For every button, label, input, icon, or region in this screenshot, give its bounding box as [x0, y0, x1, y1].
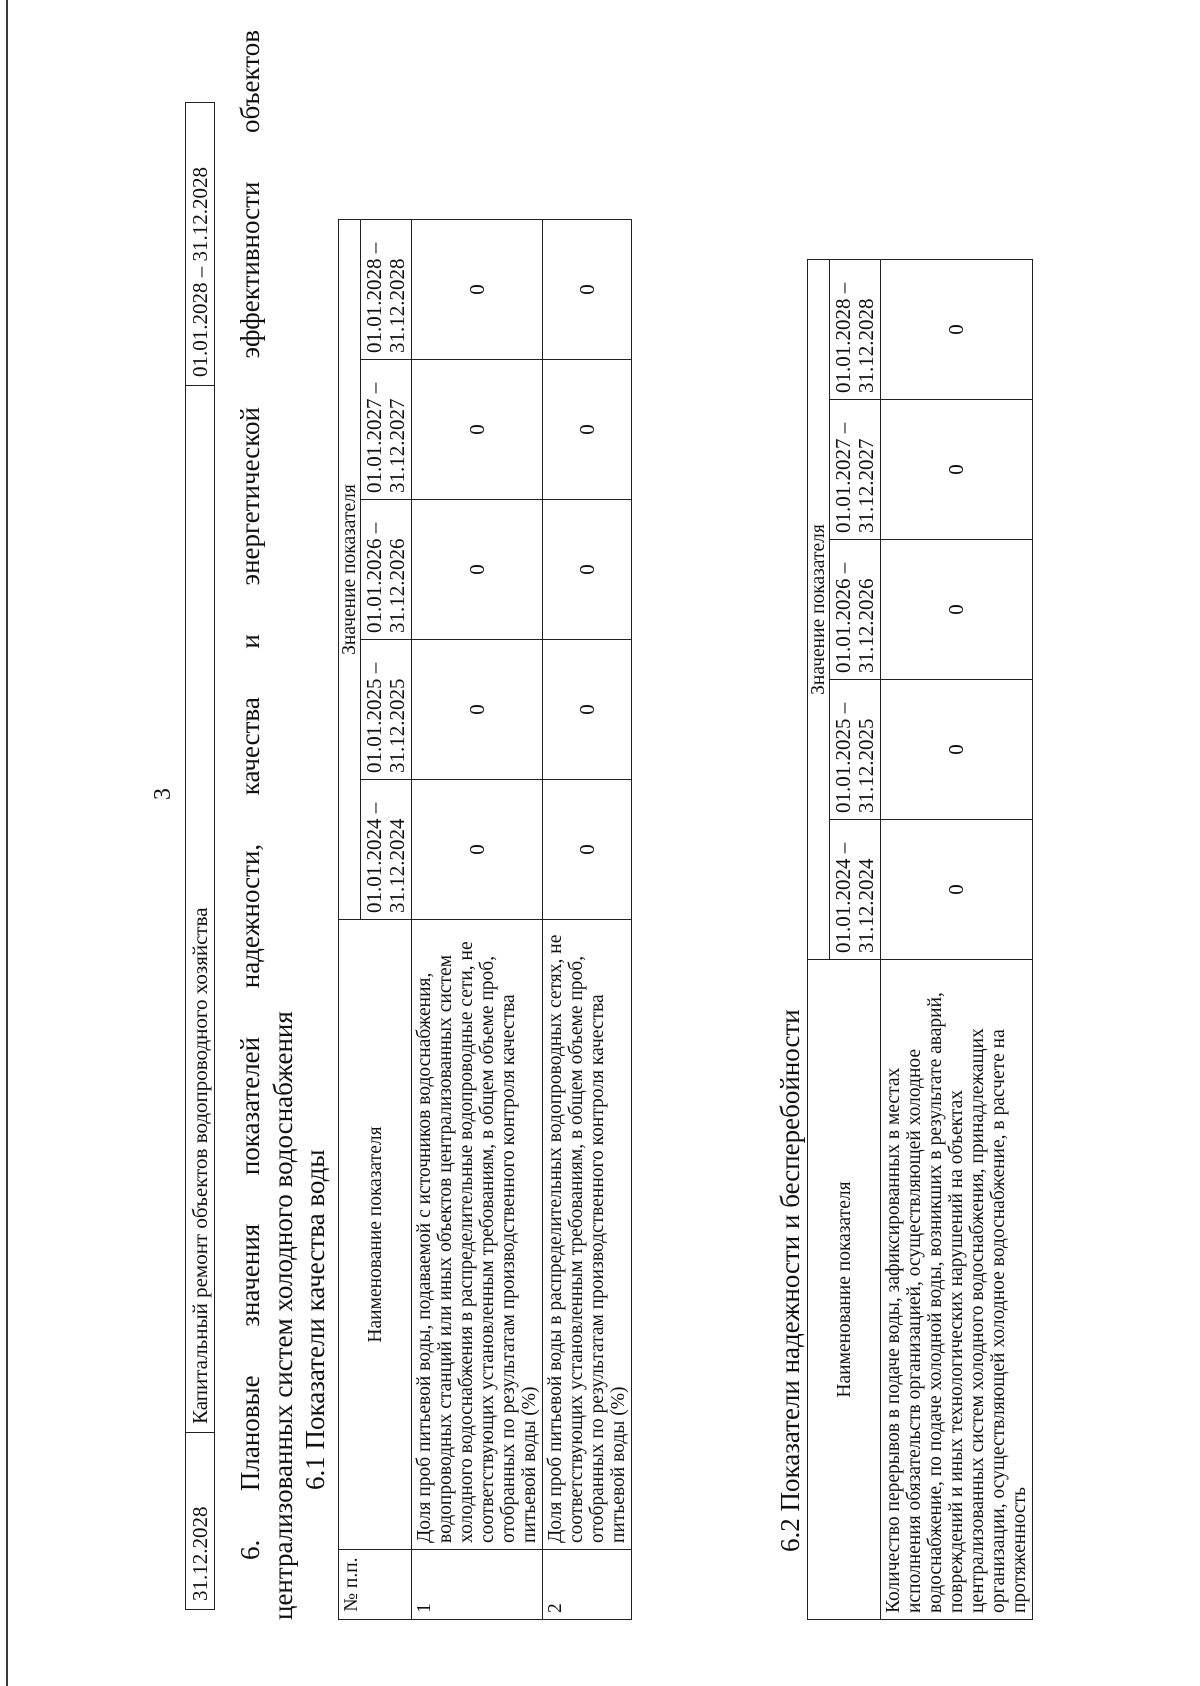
row-value: 0 — [412, 780, 543, 920]
row-value: 0 — [543, 780, 632, 920]
header-period: 01.01.2027 – 31.12.2027 — [830, 400, 881, 540]
row-num: 2 — [543, 1550, 632, 1620]
row-name: Количество перерывов в подаче воды, зафиксированных в местах исполнения обязательств организацией, осуществляющей холодное водоснабжение, по подаче холодной воды, возникших в результате аварий, повреждений и иных технологических нарушений на объектах централизованных систем холодного водоснабжения, принадлежащих организации, осуществляющей холодное водоснабжение, в расчете на протяженность — [881, 960, 1033, 1620]
header-value-group: Значение показателя — [808, 260, 830, 960]
header-period: 01.01.2025 – 31.12.2025 — [830, 680, 881, 820]
header-name: Наименование показателя — [339, 920, 412, 1550]
header-period: 01.01.2024 – 31.12.2024 — [830, 820, 881, 960]
top-table-period: 01.01.2028 – 31.12.2028 — [186, 103, 215, 386]
row-value: 0 — [881, 400, 1033, 540]
header-period: 01.01.2026 – 31.12.2026 — [361, 500, 412, 640]
row-name: Доля проб питьевой воды, подаваемой с источников водоснабжения, водопроводных станций или иных объектов централизованных систем холодного водоснабжения в распределительные водопроводные сети, не соответствующих установленным требованиям, в общем объеме проб, отобранных по результатам производственного контроля качества питьевой воды (%) — [412, 920, 543, 1550]
row-name: Доля проб питьевой воды в распределительных водопроводных сетях, не соответствующих установленным требованиям, в общем объеме проб, отобранных по результатам производственного контроля качества питьевой воды (%) — [543, 920, 632, 1550]
page-left-border — [6, 0, 8, 1686]
table-row — [186, 103, 215, 1610]
header-period: 01.01.2024 – 31.12.2024 — [361, 780, 412, 920]
header-period: 01.01.2026 – 31.12.2026 — [830, 540, 881, 680]
header-value-group: Значение показателя — [339, 220, 361, 920]
row-value: 0 — [543, 500, 632, 640]
row-value: 0 — [881, 260, 1033, 400]
table-header-row — [808, 260, 830, 1620]
section-6-heading: 6. Плановые значения показателей надежности, качества и энергетической эффективности объектов — [235, 30, 265, 1560]
row-value: 0 — [881, 540, 1033, 680]
section-61-heading: 6.1 Показатели качества воды — [300, 1149, 330, 1490]
row-value: 0 — [412, 220, 543, 360]
row-num: 1 — [412, 1550, 543, 1620]
header-period: 01.01.2028 – 31.12.2028 — [830, 260, 881, 400]
top-table — [185, 102, 215, 1610]
row-value: 0 — [543, 220, 632, 360]
section-62-heading: 6.2 Показатели надежности и бесперебойности — [775, 1009, 805, 1552]
top-table-date-end: 31.12.2028 — [186, 1433, 215, 1610]
reliability-table — [807, 259, 1033, 1620]
section-6-heading-cont: централизованных систем холодного водоснабжения — [268, 1011, 298, 1620]
row-value: 0 — [412, 640, 543, 780]
header-period: 01.01.2028 – 31.12.2028 — [361, 220, 412, 360]
row-value: 0 — [412, 360, 543, 500]
header-num: № п.п. — [339, 1550, 412, 1620]
row-value: 0 — [543, 360, 632, 500]
top-table-name: Капитальный ремонт объектов водопроводного хозяйства — [186, 386, 215, 1433]
table-row — [543, 220, 632, 1620]
table-row — [412, 220, 543, 1620]
rotated-page-content — [180, 10, 1180, 1620]
header-period: 01.01.2025 – 31.12.2025 — [361, 640, 412, 780]
page-number: 3 — [150, 788, 176, 800]
table-row — [881, 260, 1033, 1620]
row-value: 0 — [881, 820, 1033, 960]
header-period: 01.01.2027 – 31.12.2027 — [361, 360, 412, 500]
header-name: Наименование показателя — [808, 960, 881, 1620]
quality-table — [338, 219, 632, 1620]
table-header-row — [339, 220, 361, 1620]
row-value: 0 — [543, 640, 632, 780]
row-value: 0 — [412, 500, 543, 640]
row-value: 0 — [881, 680, 1033, 820]
